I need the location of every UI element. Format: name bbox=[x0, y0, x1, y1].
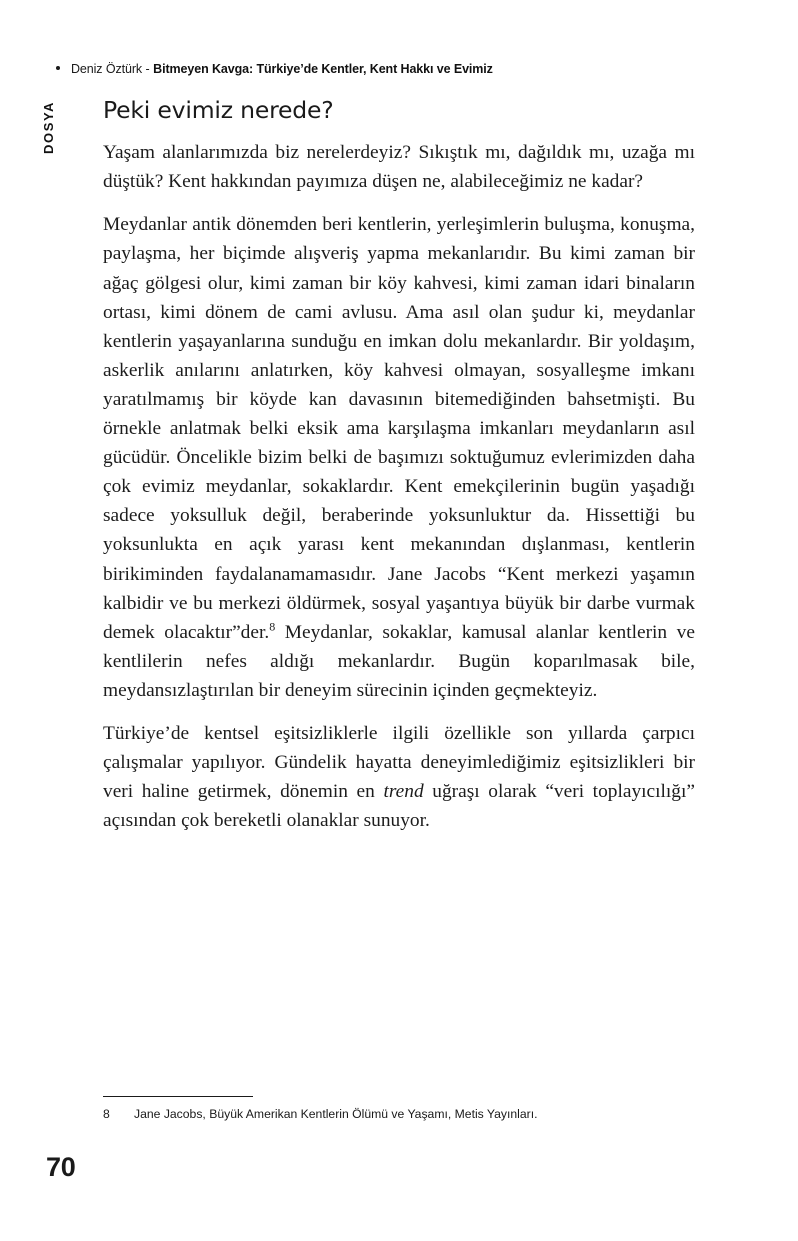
paragraph-3-text-after-italic: uğraşı olarak “veri toplayıcılığı” açısından çok bereketli olanaklar sunuyor. bbox=[103, 781, 695, 832]
footnote-reference-8[interactable]: 8 bbox=[269, 619, 276, 634]
paragraph-2-text-before-footnote: Meydanlar antik dönemden beri kentlerin, yerleşimlerin buluşma, konuşma, paylaşma, her biçimde alışveriş yapma mekanlarıdır. Bu kimi zaman bir ağaç gölgesi olur, kimi zaman bir köy kahvesi, kimi zaman idari binaların ortası, kimi dönem de cami avlusu. Ama asıl olan şudur ki, meydanlar kentlerin yaşayanlarına sunduğu en imkan dolu mekanlardır. Bir yoldaşım, askerlik anılarını anlatırken, köy kahvesi olmayan, sosyalleşme imkanı yaratılmamış bir köyde kan davasının bitemediğinden bahsetmişti. Bu örnekle anlatmak belki eksik ama karşılaşma imkanları meydanların asıl gücüdür. Öncelikle bizim belki de başımızı soktuğumuz evlerimizden daha çok evimiz meydanlar, sokaklardır. Kent emekçilerinin bugün yaşadığı sadece yoksulluk değil, beraberinde yoksunluktur da. Hissettiği bu yoksunlukta en açık yarası kent mekanından dışlanması, kentlerin birikiminden faydalanamamasıdır. Jane Jacobs “Kent merkezi yaşamın kalbidir ve bu merkezi öldürmek, sosyal yaşantıya büyük bir darbe vurmak demek olacaktır”der. bbox=[103, 214, 695, 643]
paragraph-3-italic-term: trend bbox=[383, 781, 424, 803]
footnote-block bbox=[103, 1096, 695, 1122]
running-header bbox=[56, 62, 493, 76]
paragraph-2 bbox=[103, 210, 695, 705]
footnote-text: Jane Jacobs, Büyük Amerikan Kentlerin Ölümü ve Yaşamı, Metis Yayınları. bbox=[134, 1107, 538, 1121]
paragraph-3-text-before-italic: Türkiye’de kentsel eşitsizliklerle ilgili özellikle son yıllarda çarpıcı çalışmalar yapılıyor. Gündelik hayatta deneyimlediğimiz eşitsizlikleri bir veri haline getirmek, dönemin en bbox=[103, 722, 695, 803]
section-tab-label: DOSYA bbox=[41, 100, 56, 154]
footnote-number: 8 bbox=[103, 1107, 110, 1121]
running-header-separator: - bbox=[142, 62, 154, 76]
page-title: Peki evimiz nerede? bbox=[103, 96, 334, 124]
paragraph-3 bbox=[103, 719, 695, 835]
section-tab bbox=[41, 22, 61, 154]
paragraph-2-text-after-footnote: Meydanlar, sokaklar, kamusal alanlar kentlerin ve kentlilerin nefes aldığı mekanlardır. Bugün koparılmasak bile, meydansızlaştırılan bir deneyim sürecinin içinden geçmekteyiz. bbox=[103, 621, 695, 701]
content-column bbox=[103, 96, 695, 835]
page-number: 70 bbox=[46, 1152, 76, 1182]
running-header-author: Deniz Öztürk bbox=[71, 62, 143, 76]
footnote-item bbox=[103, 1106, 695, 1122]
paragraph-1: Yaşam alanlarımızda biz nerelerdeyiz? Sıkıştık mı, dağıldık mı, uzağa mı düştük? Kent hakkından payımıza düşen ne, alabileceğimiz ne kadar? bbox=[103, 142, 695, 193]
running-header-title: Bitmeyen Kavga: Türkiye’de Kentler, Kent Hakkı ve Evimiz bbox=[153, 62, 493, 76]
footnote-separator-rule bbox=[103, 1096, 253, 1097]
